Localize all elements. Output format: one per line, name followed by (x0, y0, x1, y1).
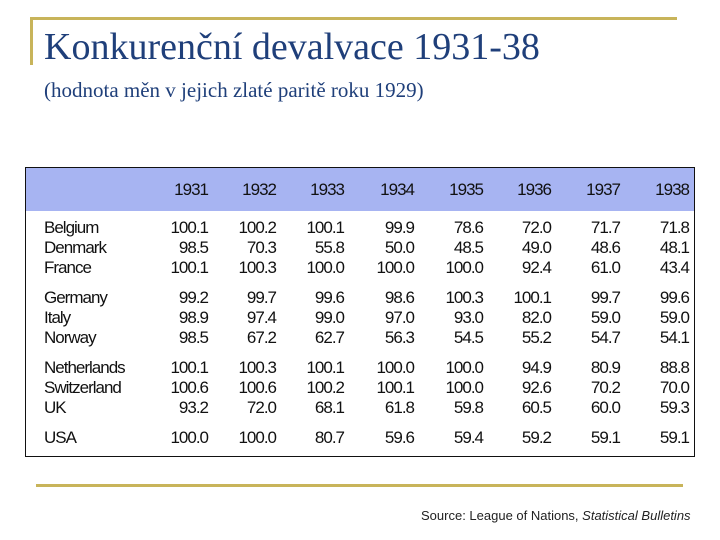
year-header: 1931 (174, 180, 208, 199)
country-label: Italy (44, 308, 71, 327)
table-header-band (26, 168, 694, 211)
table-cell: 99.9 (384, 218, 414, 237)
table-cell: 80.7 (314, 428, 344, 447)
table-cell: 97.4 (246, 308, 276, 327)
table-cell: 61.0 (590, 258, 620, 277)
year-header: 1936 (517, 180, 551, 199)
table-cell: 59.1 (590, 428, 620, 447)
country-label: USA (44, 428, 76, 447)
table-cell: 99.7 (246, 288, 276, 307)
table-cell: 43.4 (659, 258, 689, 277)
country-label: France (44, 258, 91, 277)
table-cell: 100.0 (238, 428, 276, 447)
table-cell: 100.3 (238, 258, 276, 277)
table-cell: 100.0 (376, 258, 414, 277)
table-cell: 92.4 (521, 258, 551, 277)
table-cell: 92.6 (521, 378, 551, 397)
table-cell: 100.0 (445, 358, 483, 377)
table-cell: 50.0 (384, 238, 414, 257)
table-cell: 59.2 (521, 428, 551, 447)
table-cell: 71.8 (659, 218, 689, 237)
table-cell: 100.2 (306, 378, 344, 397)
table-cell: 59.4 (453, 428, 483, 447)
table-cell: 99.6 (659, 288, 689, 307)
table-cell: 54.1 (659, 328, 689, 347)
slide-title: Konkurenční devalvace 1931-38 (44, 26, 540, 68)
table-cell: 60.0 (590, 398, 620, 417)
table-cell: 100.0 (376, 358, 414, 377)
table-cell: 59.1 (659, 428, 689, 447)
table-cell: 80.9 (590, 358, 620, 377)
frame-top-rule (30, 17, 677, 20)
table-cell: 100.0 (445, 378, 483, 397)
table-cell: 99.0 (314, 308, 344, 327)
table-cell: 59.0 (659, 308, 689, 327)
year-header: 1935 (449, 180, 483, 199)
table-cell: 100.1 (306, 218, 344, 237)
country-label: Belgium (44, 218, 99, 237)
table-cell: 48.6 (590, 238, 620, 257)
table-cell: 55.8 (314, 238, 344, 257)
table-cell: 67.2 (246, 328, 276, 347)
year-header: 1938 (655, 180, 689, 199)
table-cell: 100.3 (445, 288, 483, 307)
slide-subtitle: (hodnota měn v jejich zlaté paritě roku 1929) (44, 78, 424, 102)
table-cell: 99.7 (590, 288, 620, 307)
table-cell: 68.1 (314, 398, 344, 417)
table-cell: 54.5 (453, 328, 483, 347)
source-publication: Statistical Bulletins (582, 508, 691, 523)
country-label: UK (44, 398, 66, 417)
table-cell: 100.0 (306, 258, 344, 277)
table-cell: 60.5 (521, 398, 551, 417)
country-label: Netherlands (44, 358, 125, 377)
table-cell: 59.3 (659, 398, 689, 417)
table-cell: 99.6 (314, 288, 344, 307)
year-header: 1937 (586, 180, 620, 199)
table-cell: 98.5 (178, 238, 208, 257)
table-cell: 99.2 (178, 288, 208, 307)
table-cell: 98.5 (178, 328, 208, 347)
table-cell: 93.2 (178, 398, 208, 417)
table-cell: 71.7 (590, 218, 620, 237)
table-cell: 72.0 (246, 398, 276, 417)
table-cell: 100.6 (170, 378, 208, 397)
table-cell: 100.1 (170, 358, 208, 377)
table-cell: 48.5 (453, 238, 483, 257)
table-cell: 100.6 (238, 378, 276, 397)
table-cell: 59.6 (384, 428, 414, 447)
country-label: Norway (44, 328, 96, 347)
frame-bottom-rule (36, 484, 683, 487)
table-cell: 100.1 (376, 378, 414, 397)
table-cell: 59.0 (590, 308, 620, 327)
table-cell: 100.0 (445, 258, 483, 277)
country-label: Switzerland (44, 378, 121, 397)
source-prefix: Source: League of Nations, (421, 508, 583, 523)
table-cell: 59.8 (453, 398, 483, 417)
table-cell: 55.2 (521, 328, 551, 347)
table-cell: 100.3 (238, 358, 276, 377)
table-cell: 100.0 (170, 428, 208, 447)
table-cell: 98.6 (384, 288, 414, 307)
source-note (421, 508, 691, 523)
table-cell: 100.1 (513, 288, 551, 307)
table-cell: 78.6 (453, 218, 483, 237)
country-label: Denmark (44, 238, 106, 257)
table-cell: 70.3 (246, 238, 276, 257)
table-cell: 100.1 (306, 358, 344, 377)
table-cell: 70.2 (590, 378, 620, 397)
year-header: 1934 (380, 180, 414, 199)
table-cell: 88.8 (659, 358, 689, 377)
table-cell: 93.0 (453, 308, 483, 327)
table-cell: 48.1 (659, 238, 689, 257)
frame-left-rule (30, 17, 33, 65)
table-cell: 70.0 (659, 378, 689, 397)
table-cell: 54.7 (590, 328, 620, 347)
table-cell: 56.3 (384, 328, 414, 347)
table-cell: 82.0 (521, 308, 551, 327)
table-cell: 100.2 (238, 218, 276, 237)
table-cell: 94.9 (521, 358, 551, 377)
table-cell: 100.1 (170, 218, 208, 237)
year-header: 1932 (242, 180, 276, 199)
table-cell: 61.8 (384, 398, 414, 417)
country-label: Germany (44, 288, 107, 307)
table-cell: 97.0 (384, 308, 414, 327)
table-cell: 72.0 (521, 218, 551, 237)
table-cell: 62.7 (314, 328, 344, 347)
currency-table (25, 167, 695, 457)
table-cell: 98.9 (178, 308, 208, 327)
table-cell: 49.0 (521, 238, 551, 257)
year-header: 1933 (310, 180, 344, 199)
table-cell: 100.1 (170, 258, 208, 277)
